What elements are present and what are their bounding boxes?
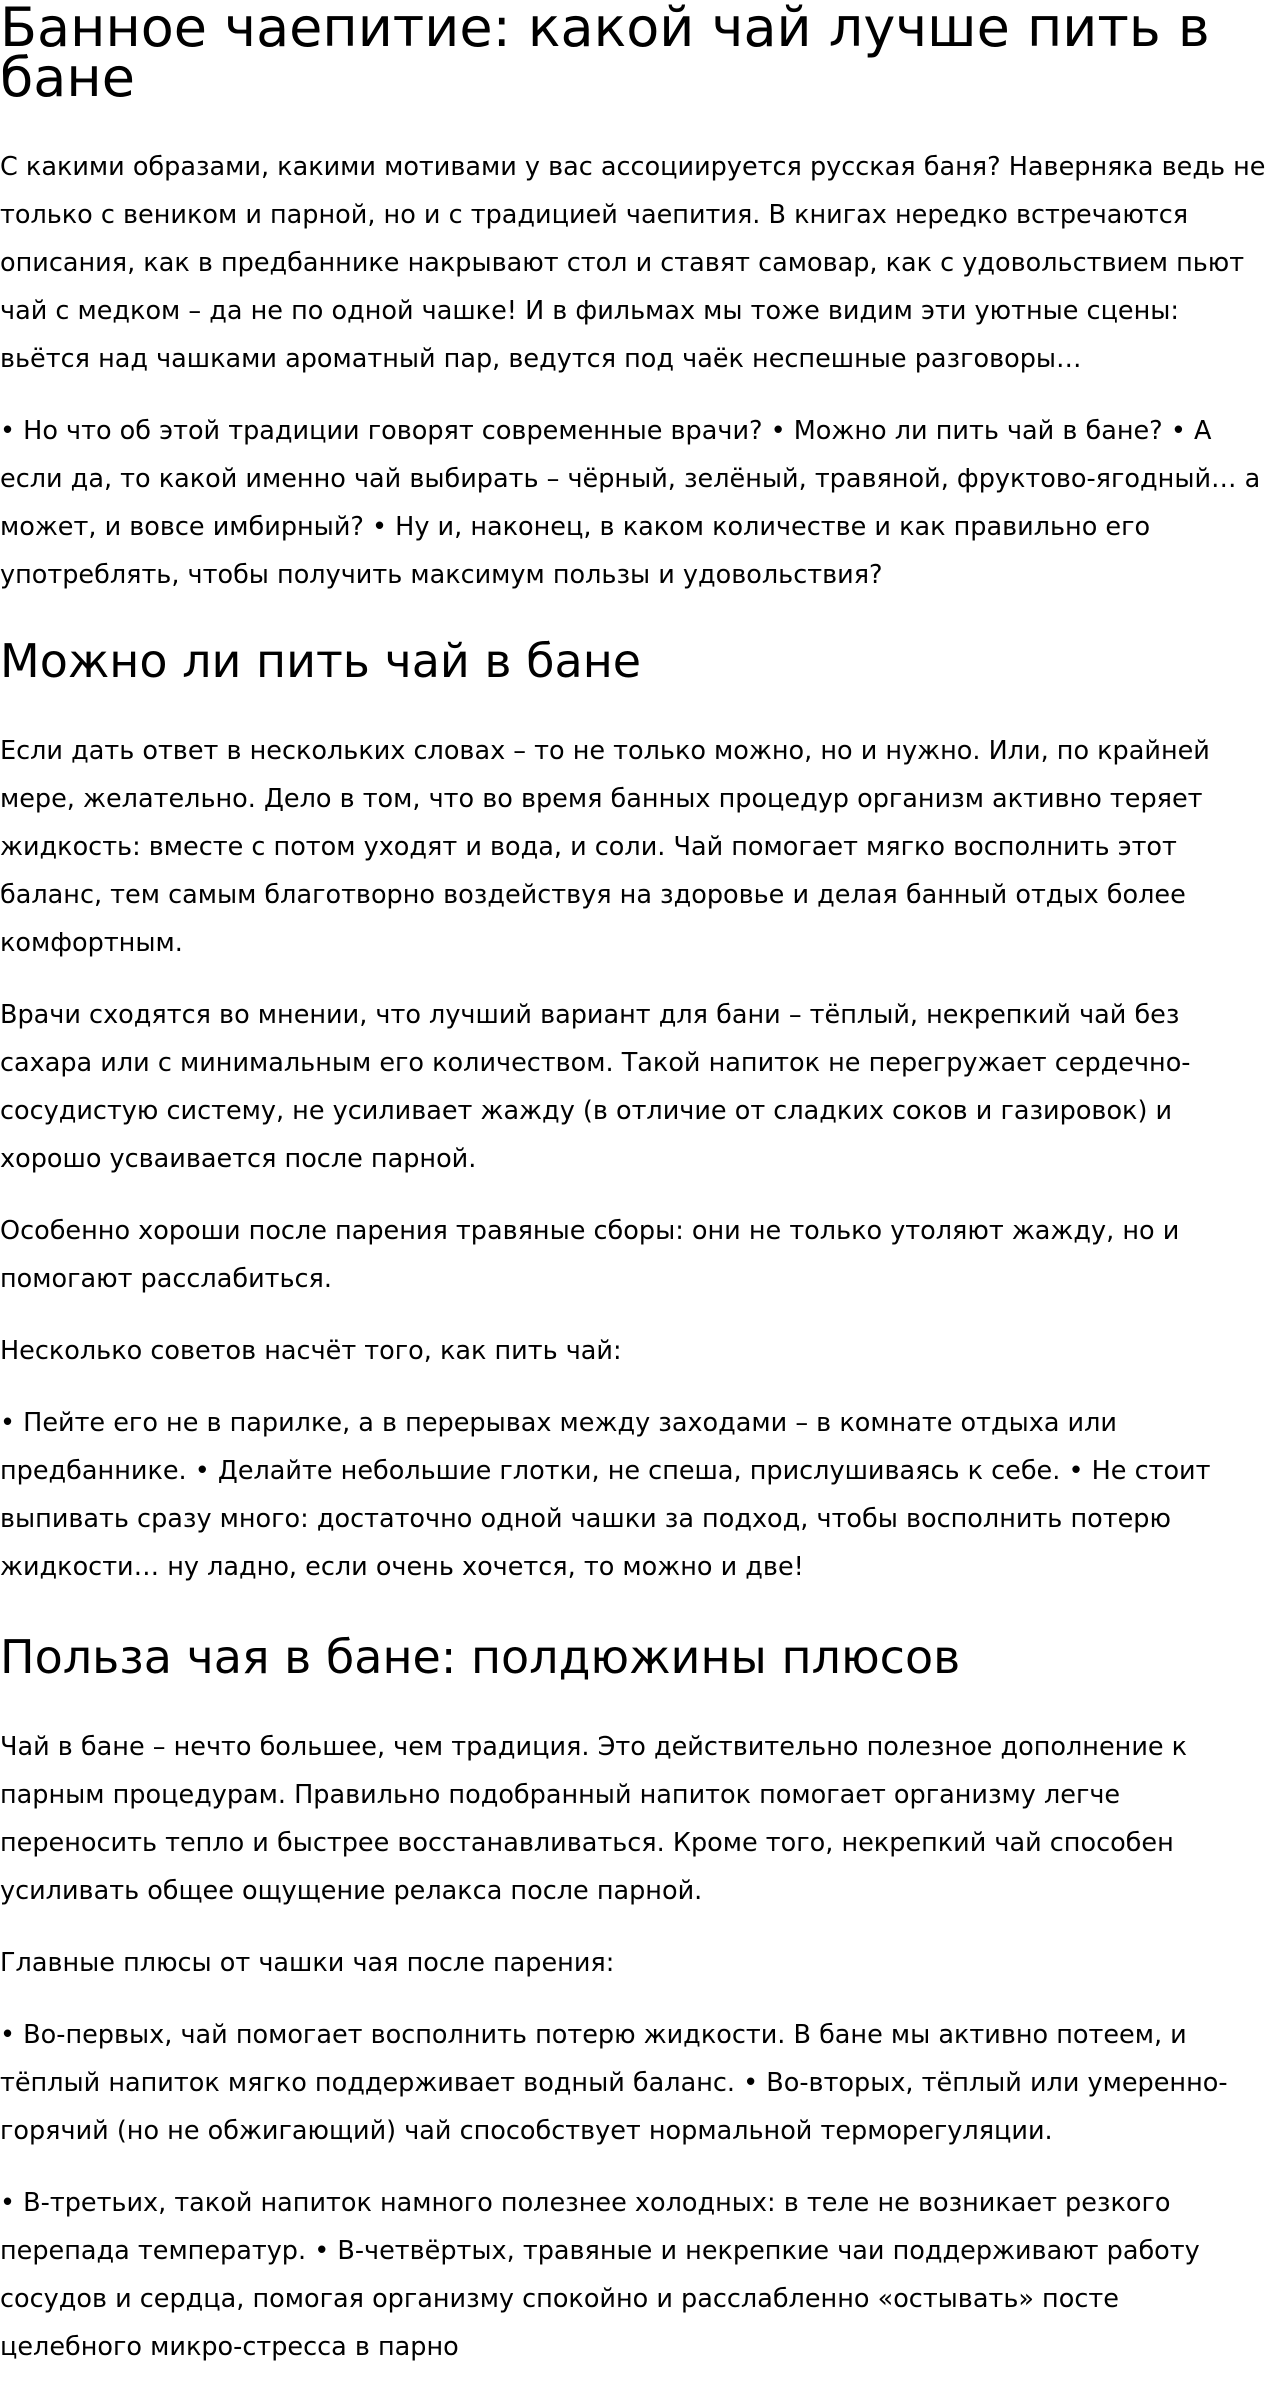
intro-questions-paragraph: • Но что об этой традиции говорят современные врачи? • Можно ли пить чай в бане? • А если да, то какой именно чай выбирать – чёрный, зелёный, травяной, фруктово-ягодный… а может, и вовсе имбирный? • Ну и, наконец, в каком количестве и как правильно его употреблять, чтобы получить максимум пользы и удовольствия? [0, 416, 1261, 590]
section-heading-benefits: Польза чая в бане: полдюжины плюсов [0, 1630, 961, 1684]
intro-paragraph: С какими образами, какими мотивами у вас ассоциируется русская баня? Наверняка ведь не только с веником и парной, но и с традицией чаепития. В книгах нередко встречаются описания, как в предбаннике накрывают стол и ставят самовар, как с удовольствием пьют чай с медком – да не по одной чашке! И в фильмах мы тоже видим эти уютные сцены: вьётся над чашками ароматный пар, ведутся под чаёк неспешные разговоры… [0, 152, 1266, 374]
section2-benefits-paragraph: • В-третьих, такой напиток намного полезнее холодных: в теле не возникает резкого перепада температур. • В-четвёртых, травяные и некрепкие чаи поддерживают работу сосудов и сердца, помогая организму спокойно и расслабленно «остывать» посте целебного микро-стресса в парно [0, 2188, 1200, 2362]
article-title: Банное чаепитие: какой чай лучше пить в бане [0, 0, 1210, 109]
section1-paragraph: Особенно хороши после парения травяные сборы: они не только утоляют жажду, но и помогают расслабиться. [0, 1216, 1180, 1294]
section2-paragraph: Чай в бане – нечто большее, чем традиция. Это действительно полезное дополнение к парным процедурам. Правильно подобранный напиток помогает организму легче переносить тепло и быстрее восстанавливаться. Кроме того, некрепкий чай способен усиливать общее ощущение релакса после парной. [0, 1732, 1188, 1906]
section1-paragraph: Несколько советов насчёт того, как пить чай: [0, 1336, 622, 1366]
section1-paragraph: Если дать ответ в нескольких словах – то не только можно, но и нужно. Или, по крайней мере, желательно. Дело в том, что во время банных процедур организм активно теряет жидкость: вместе с потом уходят и вода, и соли. Чай помогает мягко восполнить этот баланс, тем самым благотворно воздействуя на здоровье и делая банный отдых более комфортным. [0, 736, 1210, 958]
section2-paragraph: Главные плюсы от чашки чая после парения: [0, 1948, 615, 1978]
section2-benefits-paragraph: • Во-первых, чай помогает восполнить потерю жидкости. В бане мы активно потеем, и тёплый напиток мягко поддерживает водный баланс. • Во-вторых, тёплый или умеренно-горячий (но не обжигающий) чай способствует нормальной терморегуляции. [0, 2020, 1228, 2146]
section1-paragraph: Врачи сходятся во мнении, что лучший вариант для бани – тёплый, некрепкий чай без сахара или с минимальным его количеством. Такой напиток не перегружает сердечно-сосудистую систему, не усиливает жажду (в отличие от сладких соков и газировок) и хорошо усваивается после парной. [0, 1000, 1191, 1174]
section1-tips-paragraph: • Пейте его не в парилке, а в перерывах между заходами – в комнате отдыха или предбаннике. • Делайте небольшие глотки, не спеша, прислушиваясь к себе. • Не стоит выпивать сразу много: достаточно одной чашки за подход, чтобы восполнить потерю жидкости… ну ладно, если очень хочется, то можно и две! [0, 1408, 1211, 1582]
section-heading-can-drink: Можно ли пить чай в бане [0, 634, 642, 688]
